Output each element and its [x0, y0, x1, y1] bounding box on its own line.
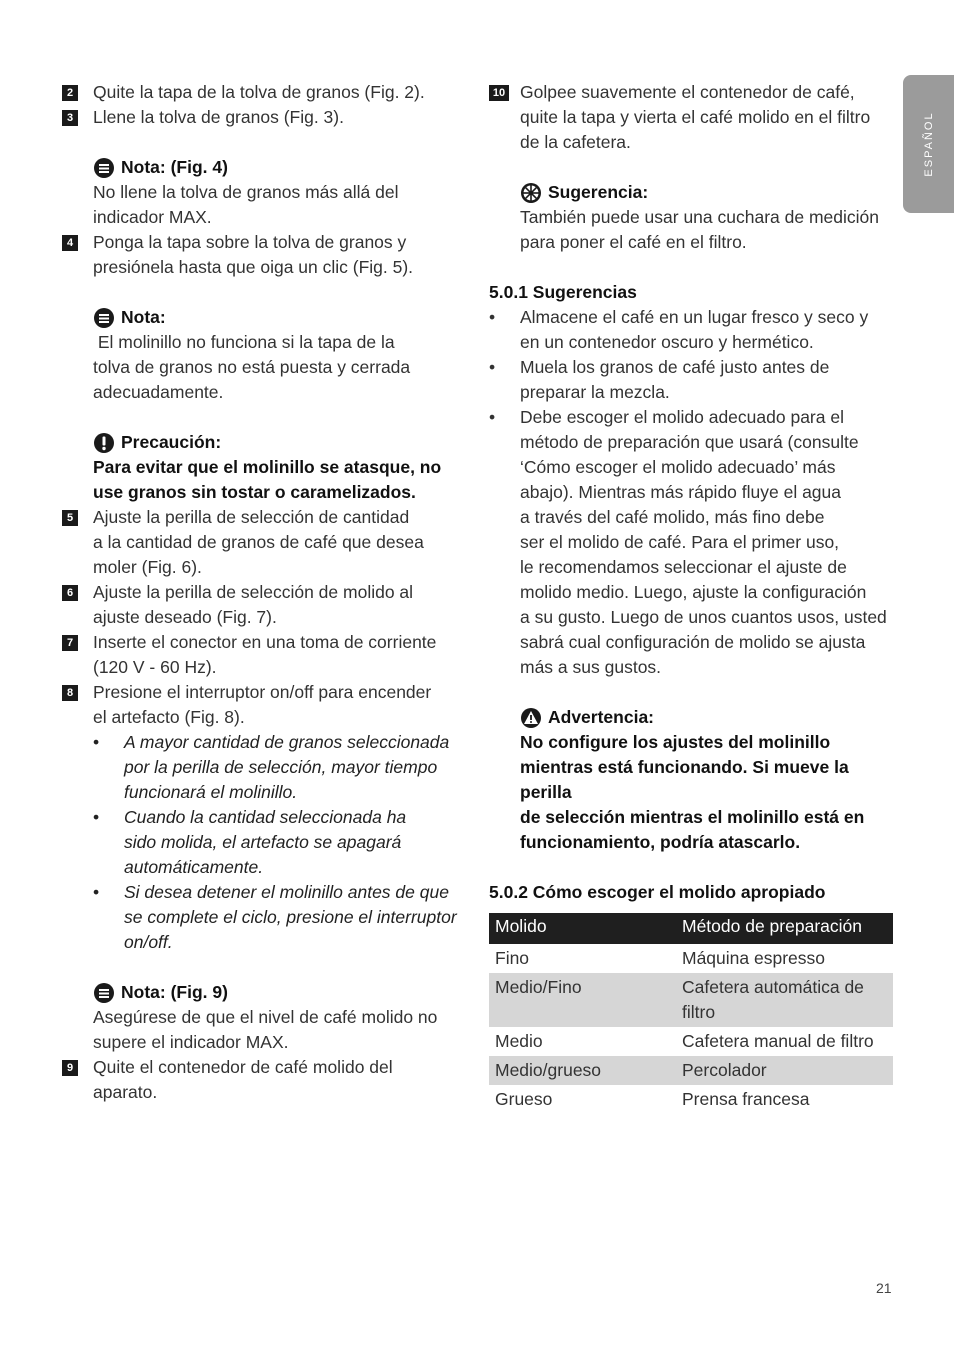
bullet-line: A mayor cantidad de granos seleccionada [124, 732, 450, 752]
table-cell: Cafetera manual de filtro [682, 1031, 874, 1051]
bullet-line: ‘Cómo escoger el molido adecuado’ más [520, 457, 836, 477]
table-cell: Percolador [676, 1056, 893, 1085]
tip-bullet: • Debe escoger el molido adecuado para el método de preparación que usará (consulte ‘Cómo escoger el molido adecuado’ más abajo). Mientras más rápido fluye el agua a través del café molido, más fino debe ser el molido de café. Para el primer uso, le recomendamos seleccionar el ajuste de molido medio. Luego, ajuste la configuración a su gusto. Luego de unos cuantos usos, usted sabrá cual configuración de molido se ajusta más a sus gustos. [489, 405, 893, 680]
note-general [62, 305, 460, 405]
note-line: Asegúrese de que el nivel de café molido no [93, 1007, 438, 1027]
bullet-line: Si desea detener el molinillo antes de que [124, 882, 449, 902]
step-7 [62, 630, 460, 680]
page-number: 21 [876, 1280, 892, 1296]
cell-line: filtro [682, 1002, 716, 1022]
table-cell: Medio/grueso [489, 1056, 676, 1085]
step-5 [62, 505, 460, 580]
step-line: quite la tapa y vierta el café molido en el filtro [520, 107, 871, 127]
cell-line: Cafetera automática de [682, 977, 864, 997]
step-line: Presione el interruptor on/off para encender [93, 682, 432, 702]
table-row [489, 944, 893, 973]
bullet-line: Almacene el café en un lugar fresco y seco y [520, 307, 869, 327]
note-line: tolva de granos no está puesta y cerrada [93, 357, 411, 377]
step-number: 2 [62, 85, 78, 101]
note-fig4 [62, 155, 460, 230]
bullet-line: Debe escoger el molido adecuado para el [520, 407, 844, 427]
step-line: a la cantidad de granos de café que desea [93, 532, 424, 552]
bullet-line: ser el molido de café. Para el primer uso, [520, 532, 840, 552]
bullet-line: por la perilla de selección, mayor tiempo [124, 757, 438, 777]
bullet-line: automáticamente. [124, 857, 264, 877]
warning-title: Advertencia: [548, 707, 655, 727]
step-number: 9 [62, 1060, 78, 1076]
bullet-line: on/off. [124, 932, 173, 952]
caution-line: use granos sin tostar o caramelizados. [93, 482, 416, 502]
step-number: 3 [62, 110, 78, 126]
step-line: (120 V - 60 Hz). [93, 657, 217, 677]
bullet-line: se complete el ciclo, presione el interruptor [124, 907, 457, 927]
table-row [489, 973, 893, 1027]
step-line: Ajuste la perilla de selección de molido al [93, 582, 414, 602]
step-number: 5 [62, 510, 78, 526]
step-line: moler (Fig. 6). [93, 557, 202, 577]
warning-icon [520, 707, 542, 729]
note-icon [93, 157, 115, 179]
tip-title: Sugerencia: [548, 182, 649, 202]
step-number: 4 [62, 235, 78, 251]
tip-block [489, 180, 893, 255]
bullet-line: más a sus gustos. [520, 657, 662, 677]
caution-block [62, 430, 460, 505]
step-line: aparato. [93, 1082, 158, 1102]
step-line: Golpee suavemente el contenedor de café, [520, 82, 855, 102]
language-label: ESPAÑOL [922, 111, 935, 177]
bullet-line: a su gusto. Luego de unos cuantos usos, usted [520, 607, 887, 627]
tip-icon [520, 182, 542, 204]
note-line: El molinillo no funciona si la tapa de la [93, 332, 395, 352]
step-number: 7 [62, 635, 78, 651]
left-column [62, 80, 460, 1105]
note-fig9 [62, 980, 460, 1055]
step-line: Quite el contenedor de café molido del [93, 1057, 393, 1077]
bullet-line: le recomendamos seleccionar el ajuste de [520, 557, 847, 577]
step-text: Quite la tapa de la tolva de granos (Fig. 2). [93, 82, 425, 102]
section-heading: 5.0.2 Cómo escoger el molido apropiado [489, 882, 826, 902]
bullet-line: Cuando la cantidad seleccionada ha [124, 807, 407, 827]
grind-table [489, 913, 893, 1114]
step-number: 6 [62, 585, 78, 601]
note-title: Nota: [121, 307, 166, 327]
sub-bullet: • A mayor cantidad de granos seleccionada por la perilla de selección, mayor tiempo funcionará el molinillo. [62, 730, 460, 805]
caution-title: Precaución: [121, 432, 222, 452]
note-icon [93, 982, 115, 1004]
column-header: Molido [489, 913, 676, 944]
bullet-line: sabrá cual configuración de molido se ajusta [520, 632, 866, 652]
table-row [489, 1056, 893, 1085]
warning-line: No configure los ajustes del molinillo [520, 732, 831, 752]
step-3 [62, 105, 460, 130]
table-cell: Medio [495, 1031, 543, 1051]
step-4 [62, 230, 460, 280]
step-line: Inserte el conector en una toma de corriente [93, 632, 437, 652]
language-side-tab [903, 75, 954, 213]
caution-line: Para evitar que el molinillo se atasque, no [93, 457, 442, 477]
table-cell: Prensa francesa [682, 1089, 810, 1109]
step-line: Ponga la tapa sobre la tolva de granos y [93, 232, 407, 252]
note-line: indicador MAX. [93, 207, 212, 227]
step-text: Llene la tolva de granos (Fig. 3). [93, 107, 344, 127]
warning-block [489, 705, 893, 855]
note-title: Nota: (Fig. 4) [121, 157, 228, 177]
table-cell: Medio/Fino [489, 973, 676, 1027]
bullet-line: funcionará el molinillo. [124, 782, 298, 802]
sub-bullet: • Si desea detener el molinillo antes de que se complete el ciclo, presione el interruptor on/off. [62, 880, 460, 955]
tip-line: para poner el café en el filtro. [520, 232, 747, 252]
bullet-line: a través del café molido, más fino debe [520, 507, 825, 527]
table-header-row [489, 913, 893, 944]
table-cell: Grueso [495, 1089, 553, 1109]
column-header: Método de preparación [676, 913, 893, 944]
tip-bullet: • Almacene el café en un lugar fresco y seco y en un contenedor oscuro y hermético. [489, 305, 893, 355]
bullet-line: Muela los granos de café justo antes de [520, 357, 830, 377]
tip-line: También puede usar una cuchara de medición [520, 207, 879, 227]
bullet-line: método de preparación que usará (consulte [520, 432, 859, 452]
bullet-line: en un contenedor oscuro y hermético. [520, 332, 814, 352]
step-line: el artefacto (Fig. 8). [93, 707, 245, 727]
table-cell [676, 973, 893, 1027]
step-2 [62, 80, 460, 105]
table-row [489, 1027, 893, 1056]
table-cell: Fino [495, 948, 530, 968]
note-icon [93, 307, 115, 329]
step-line: presiónela hasta que oiga un clic (Fig. 5). [93, 257, 414, 277]
warning-line: mientras está funcionando. Si mueve la perilla [520, 757, 849, 802]
step-line: Ajuste la perilla de selección de cantidad [93, 507, 410, 527]
warning-line: funcionamiento, podría atascarlo. [520, 832, 801, 852]
step-9 [62, 1055, 460, 1105]
tip-bullet: • Muela los granos de café justo antes de preparar la mezcla. [489, 355, 893, 405]
step-line: de la cafetera. [520, 132, 631, 152]
step-number: 10 [489, 85, 509, 101]
note-line: No llene la tolva de granos más allá del [93, 182, 399, 202]
note-line: supere el indicador MAX. [93, 1032, 289, 1052]
bullet-line: abajo). Mientras más rápido fluye el agua [520, 482, 842, 502]
bullet-line: preparar la mezcla. [520, 382, 670, 402]
step-line: ajuste deseado (Fig. 7). [93, 607, 277, 627]
note-title: Nota: (Fig. 9) [121, 982, 228, 1002]
bullet-line: sido molida, el artefacto se apagará [124, 832, 402, 852]
note-line: adecuadamente. [93, 382, 224, 402]
step-6 [62, 580, 460, 630]
warning-line: de selección mientras el molinillo está en [520, 807, 865, 827]
step-10 [489, 80, 893, 155]
table-row [489, 1085, 893, 1114]
right-column [489, 80, 893, 1114]
caution-icon [93, 432, 115, 454]
step-number: 8 [62, 685, 78, 701]
sub-bullet: • Cuando la cantidad seleccionada ha sido molida, el artefacto se apagará automáticamente. [62, 805, 460, 880]
section-heading: 5.0.1 Sugerencias [489, 282, 637, 302]
step-8 [62, 680, 460, 730]
table-cell: Máquina espresso [682, 948, 825, 968]
bullet-line: molido medio. Luego, ajuste la configuración [520, 582, 867, 602]
